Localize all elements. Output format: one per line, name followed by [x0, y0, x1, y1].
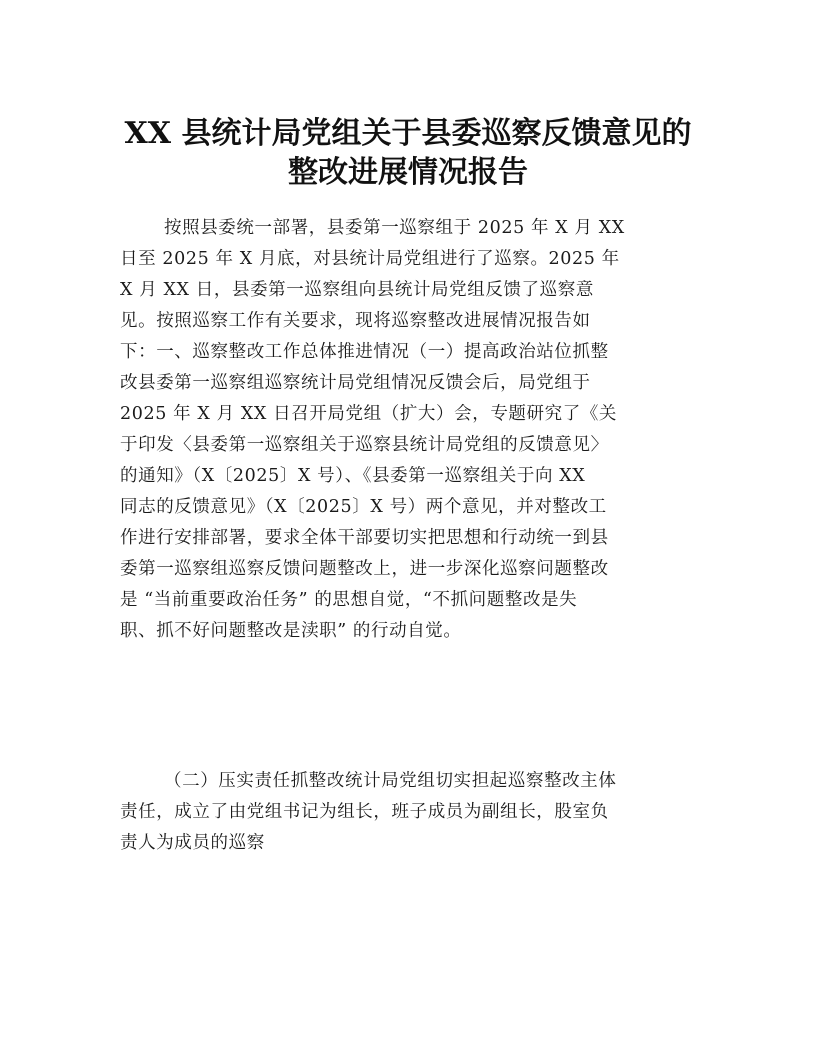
paragraph-line: 职、抓不好问题整改是渎职” 的行动自觉。 [120, 621, 462, 641]
document-title-line-2: 整改进展情况报告 [288, 155, 528, 190]
paragraph-line: X 月 XX 日，县委第一巡察组向县统计局党组反馈了巡察意 [120, 280, 594, 300]
paragraph-line: 日至 2025 年 X 月底，对县统计局党组进行了巡察。2025 年 [120, 249, 620, 269]
paragraph-line: （二）压实责任抓整改统计局党组切实担起巡察整改主体 [164, 771, 617, 791]
document-title-line-1: XX 县统计局党组关于县委巡察反馈意见的 [124, 116, 692, 151]
paragraph-line: 于印发〈县委第一巡察组关于巡察县统计局党组的反馈意见〉 [120, 435, 609, 455]
paragraph-line: 2025 年 X 月 XX 日召开局党组（扩大）会，专题研究了《关 [120, 404, 618, 424]
paragraph-line: 作进行安排部署，要求全体干部要切实把思想和行动统一到县 [120, 528, 609, 548]
paragraph-line: 责任，成立了由党组书记为组长，班子成员为副组长，股室负 [120, 802, 609, 822]
paragraph-line: 的通知》（X〔2025〕X 号）、《县委第一巡察组关于向 XX [120, 466, 586, 486]
paragraph-line: 改县委第一巡察组巡察统计局党组情况反馈会后，局党组于 [120, 373, 591, 393]
paragraph-line: 下：一、巡察整改工作总体推进情况（一）提高政治站位抓整 [120, 342, 609, 362]
paragraph-line: 同志的反馈意见》（X〔2025〕X 号）两个意见，并对整改工 [120, 497, 607, 517]
paragraph-line: 委第一巡察组巡察反馈问题整改上，进一步深化巡察问题整改 [120, 559, 609, 579]
paragraph-line: 是 “当前重要政治任务” 的思想自觉，“不抓问题整改是失 [120, 590, 578, 610]
paragraph-line: 按照县委统一部署，县委第一巡察组于 2025 年 X 月 XX [164, 218, 625, 238]
paragraph-line: 责人为成员的巡察 [120, 833, 265, 853]
paragraph-line: 见。按照巡察工作有关要求，现将巡察整改进展情况报告如 [120, 311, 591, 331]
